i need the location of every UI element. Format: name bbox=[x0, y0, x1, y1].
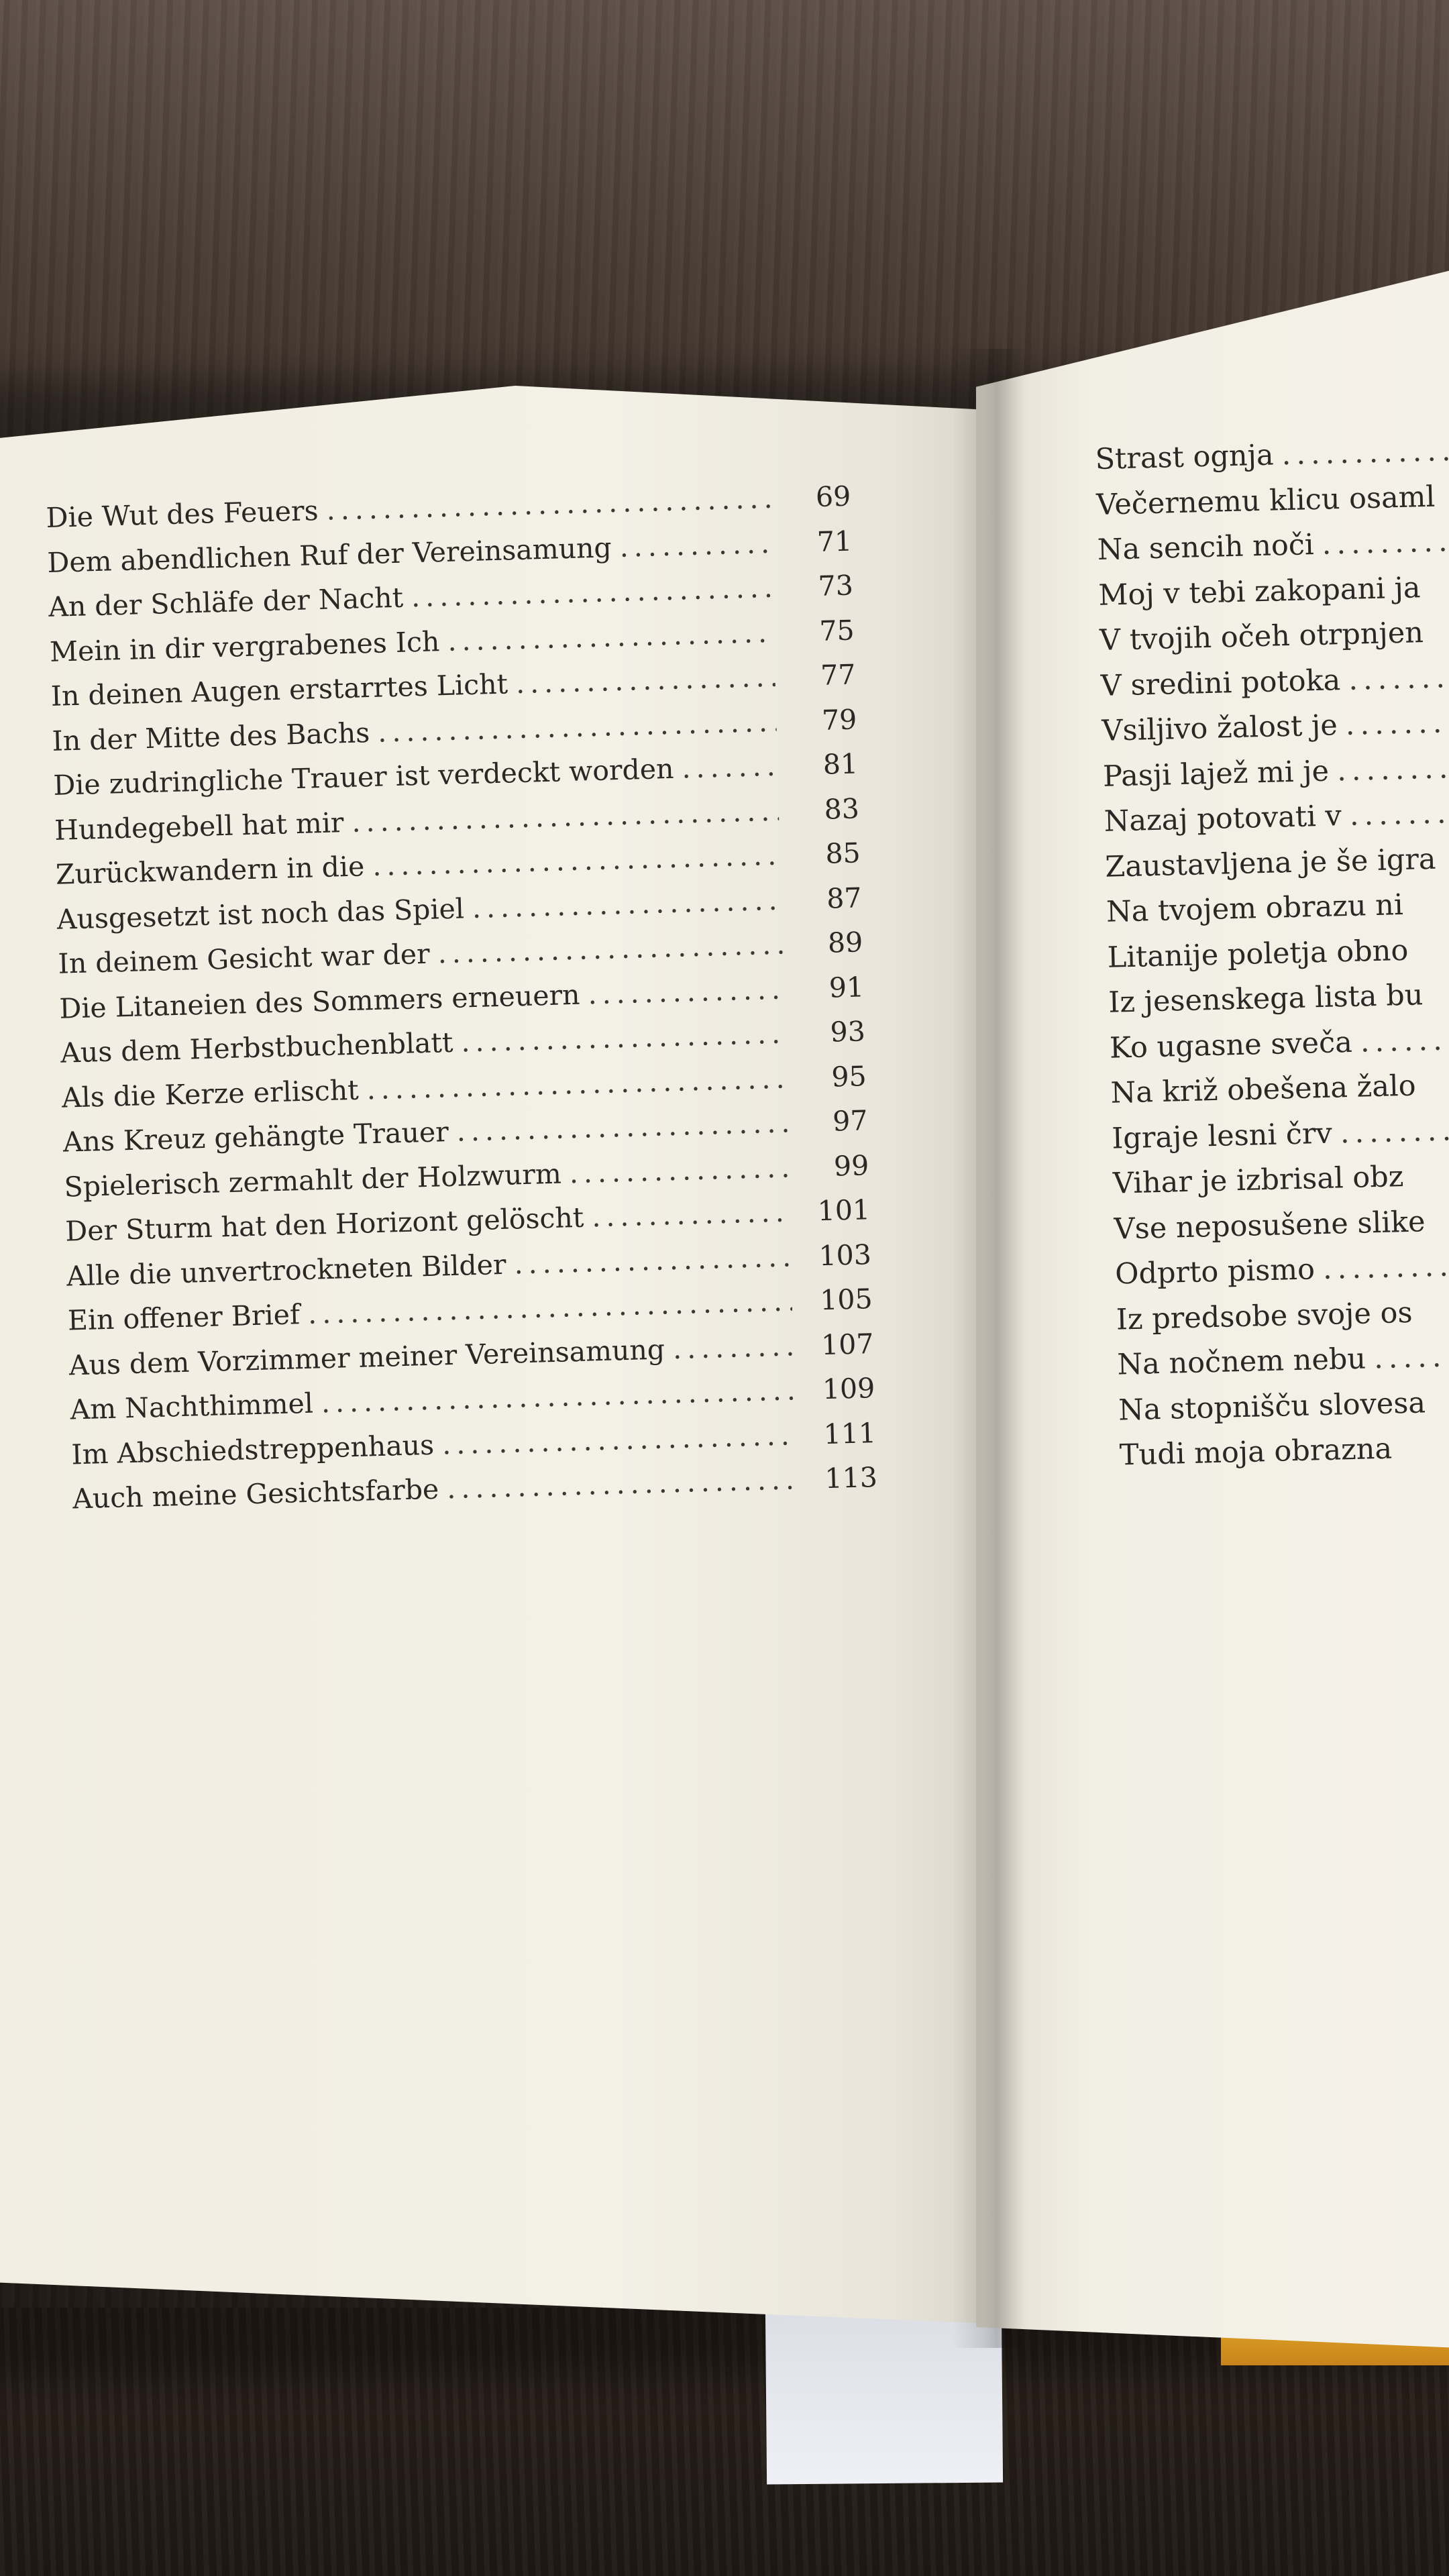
entry-title: Dem abendlichen Ruf der Vereinsamung bbox=[46, 531, 612, 579]
toc-entry bbox=[1112, 1158, 1449, 1212]
entry-title: Zurückwandern in die bbox=[55, 850, 365, 891]
toc-entry bbox=[1105, 841, 1449, 896]
toc-entry bbox=[1102, 705, 1449, 759]
toc-entry bbox=[1096, 479, 1449, 533]
entry-title: Vse neposušene slike bbox=[1114, 1204, 1426, 1246]
entry-title: Odprto pismo bbox=[1114, 1252, 1316, 1291]
entry-title: Iz predsobe svoje os bbox=[1116, 1295, 1413, 1337]
dot-leader bbox=[569, 1151, 789, 1189]
dot-leader bbox=[1345, 705, 1449, 742]
toc-entry bbox=[1119, 1430, 1449, 1484]
book-gutter bbox=[953, 349, 1026, 2348]
entry-page-number: 111 bbox=[823, 1416, 877, 1450]
entry-page-number: 69 bbox=[815, 480, 851, 513]
entry-title: In deinem Gesicht war der bbox=[57, 937, 431, 980]
entry-title: Ko ugasne sveča bbox=[1109, 1025, 1353, 1065]
entry-title: Im Abschiedstreppenhaus bbox=[70, 1428, 435, 1470]
toc-german bbox=[46, 480, 878, 1527]
entry-title: Die Wut des Feuers bbox=[46, 494, 319, 534]
toc-entry bbox=[1097, 524, 1449, 578]
toc-entry bbox=[1107, 932, 1449, 986]
dot-leader bbox=[1360, 1022, 1449, 1059]
entry-title: Nazaj potovati v bbox=[1104, 799, 1342, 839]
dot-leader bbox=[588, 973, 784, 1010]
toc-slovenian bbox=[1095, 433, 1449, 1484]
entry-page-number: 73 bbox=[818, 569, 854, 602]
toc-entry bbox=[1114, 1203, 1449, 1257]
entry-title: Die Litaneien des Sommers erneuern bbox=[58, 978, 581, 1025]
entry-page-number: 109 bbox=[822, 1372, 875, 1406]
dot-leader bbox=[1348, 660, 1449, 697]
dot-leader bbox=[1322, 524, 1449, 561]
entry-page-number: 103 bbox=[818, 1238, 872, 1272]
entry-title: Vsiljivo žalost je bbox=[1101, 708, 1338, 748]
entry-title: Zaustavljena je še igra bbox=[1104, 842, 1437, 884]
entry-title: Die zudringliche Trauer ist verdeckt worden bbox=[52, 752, 675, 802]
entry-title: Spielerisch zermahlt der Holzwurm bbox=[63, 1157, 562, 1203]
entry-page-number: 107 bbox=[820, 1327, 875, 1361]
entry-title: Aus dem Vorzimmer meiner Vereinsamung bbox=[68, 1333, 665, 1382]
entry-page-number: 105 bbox=[819, 1283, 873, 1317]
entry-page-number: 75 bbox=[818, 613, 855, 647]
entry-page-number: 83 bbox=[823, 792, 860, 826]
entry-title: Ans Kreuz gehängte Trauer bbox=[62, 1116, 449, 1159]
dot-leader bbox=[672, 1330, 794, 1365]
dot-leader bbox=[682, 750, 778, 785]
entry-title: Der Sturm hat den Horizont gelöscht bbox=[64, 1201, 584, 1248]
entry-title: Večernemu klicu osaml bbox=[1095, 480, 1436, 522]
entry-title: Alle die unvertrockneten Bilder bbox=[66, 1248, 507, 1293]
entry-title: Moj v tebi zakopani ja bbox=[1097, 570, 1421, 612]
toc-entry bbox=[1099, 614, 1449, 669]
dot-leader bbox=[1322, 1248, 1449, 1286]
entry-title: Hundegebell hat mir bbox=[54, 806, 345, 847]
entry-title: Tudi moja obrazna bbox=[1119, 1432, 1393, 1472]
entry-title: Ausgesetzt ist noch das Spiel bbox=[56, 892, 465, 936]
dot-leader bbox=[514, 1240, 792, 1280]
toc-entry bbox=[1100, 660, 1449, 714]
entry-title: Aus dem Herbstbuchenblatt bbox=[60, 1026, 454, 1069]
toc-entry bbox=[1103, 751, 1449, 805]
dot-leader bbox=[515, 661, 775, 700]
entry-title: An der Schläfe der Nacht bbox=[48, 581, 404, 623]
dot-leader bbox=[1340, 1113, 1449, 1150]
entry-title: V sredini potoka bbox=[1100, 663, 1341, 703]
entry-title: Am Nachthimmel bbox=[69, 1387, 314, 1426]
toc-entry bbox=[1115, 1248, 1449, 1303]
entry-title: In der Mitte des Bachs bbox=[51, 716, 370, 757]
toc-entry bbox=[1095, 433, 1449, 488]
entry-title: Als die Kerze erlischt bbox=[61, 1073, 360, 1114]
entry-page-number: 91 bbox=[828, 970, 865, 1004]
entry-title: Pasji lajež mi je bbox=[1102, 754, 1330, 794]
entry-page-number: 77 bbox=[820, 658, 857, 692]
dot-leader bbox=[592, 1195, 790, 1233]
entry-page-number: 113 bbox=[824, 1461, 878, 1495]
entry-page-number: 71 bbox=[816, 525, 853, 558]
entry-title: Iz jesenskega lista bu bbox=[1108, 978, 1424, 1020]
entry-page-number: 101 bbox=[817, 1193, 871, 1228]
entry-title: Na stopnišču slovesa bbox=[1118, 1385, 1426, 1428]
entry-page-number: 89 bbox=[827, 926, 863, 959]
entry-title: Vihar je izbrisal obz bbox=[1112, 1160, 1404, 1201]
entry-page-number: 93 bbox=[829, 1015, 866, 1049]
dot-leader bbox=[1336, 751, 1449, 788]
entry-title: In deinen Augen erstarrtes Licht bbox=[50, 667, 508, 712]
entry-title: Na sencih noči bbox=[1097, 528, 1315, 567]
entry-page-number: 85 bbox=[824, 837, 861, 870]
entry-page-number: 79 bbox=[821, 702, 857, 737]
toc-entry bbox=[1112, 1113, 1449, 1167]
entry-title: Igraje lesni črv bbox=[1111, 1116, 1333, 1156]
toc-entry bbox=[1108, 977, 1449, 1031]
dot-leader bbox=[1349, 796, 1449, 833]
toc-entry bbox=[1110, 1067, 1449, 1122]
entry-title: Mein in dir vergrabenes Ich bbox=[49, 625, 440, 668]
toc-entry bbox=[1118, 1384, 1449, 1438]
dot-leader bbox=[619, 527, 772, 563]
entry-page-number: 97 bbox=[832, 1104, 869, 1138]
toc-entry bbox=[1117, 1339, 1449, 1393]
entry-title: V tvojih očeh otrpnjen bbox=[1099, 616, 1424, 657]
entry-page-number: 87 bbox=[826, 881, 863, 915]
toc-entry bbox=[1098, 570, 1449, 624]
entry-page-number: 95 bbox=[830, 1059, 867, 1093]
entry-page-number: 81 bbox=[822, 747, 859, 781]
entry-title: Auch meine Gesichtsfarbe bbox=[72, 1472, 439, 1515]
toc-entry bbox=[1106, 886, 1449, 941]
entry-title: Na križ obešena žalo bbox=[1110, 1069, 1417, 1110]
toc-entry bbox=[1116, 1293, 1449, 1348]
toc-entry bbox=[1109, 1022, 1449, 1077]
dot-leader bbox=[1281, 433, 1449, 472]
entry-title: Litanije poletja obno bbox=[1107, 933, 1409, 975]
dot-leader bbox=[1373, 1339, 1449, 1375]
entry-title: Na tvojem obrazu ni bbox=[1106, 888, 1404, 929]
toc-entry bbox=[1104, 796, 1449, 850]
entry-title: Na nočnem nebu bbox=[1116, 1342, 1366, 1382]
entry-title: Ein offener Brief bbox=[67, 1298, 301, 1337]
entry-title: Strast ognja bbox=[1095, 438, 1275, 476]
entry-page-number: 99 bbox=[833, 1148, 869, 1183]
